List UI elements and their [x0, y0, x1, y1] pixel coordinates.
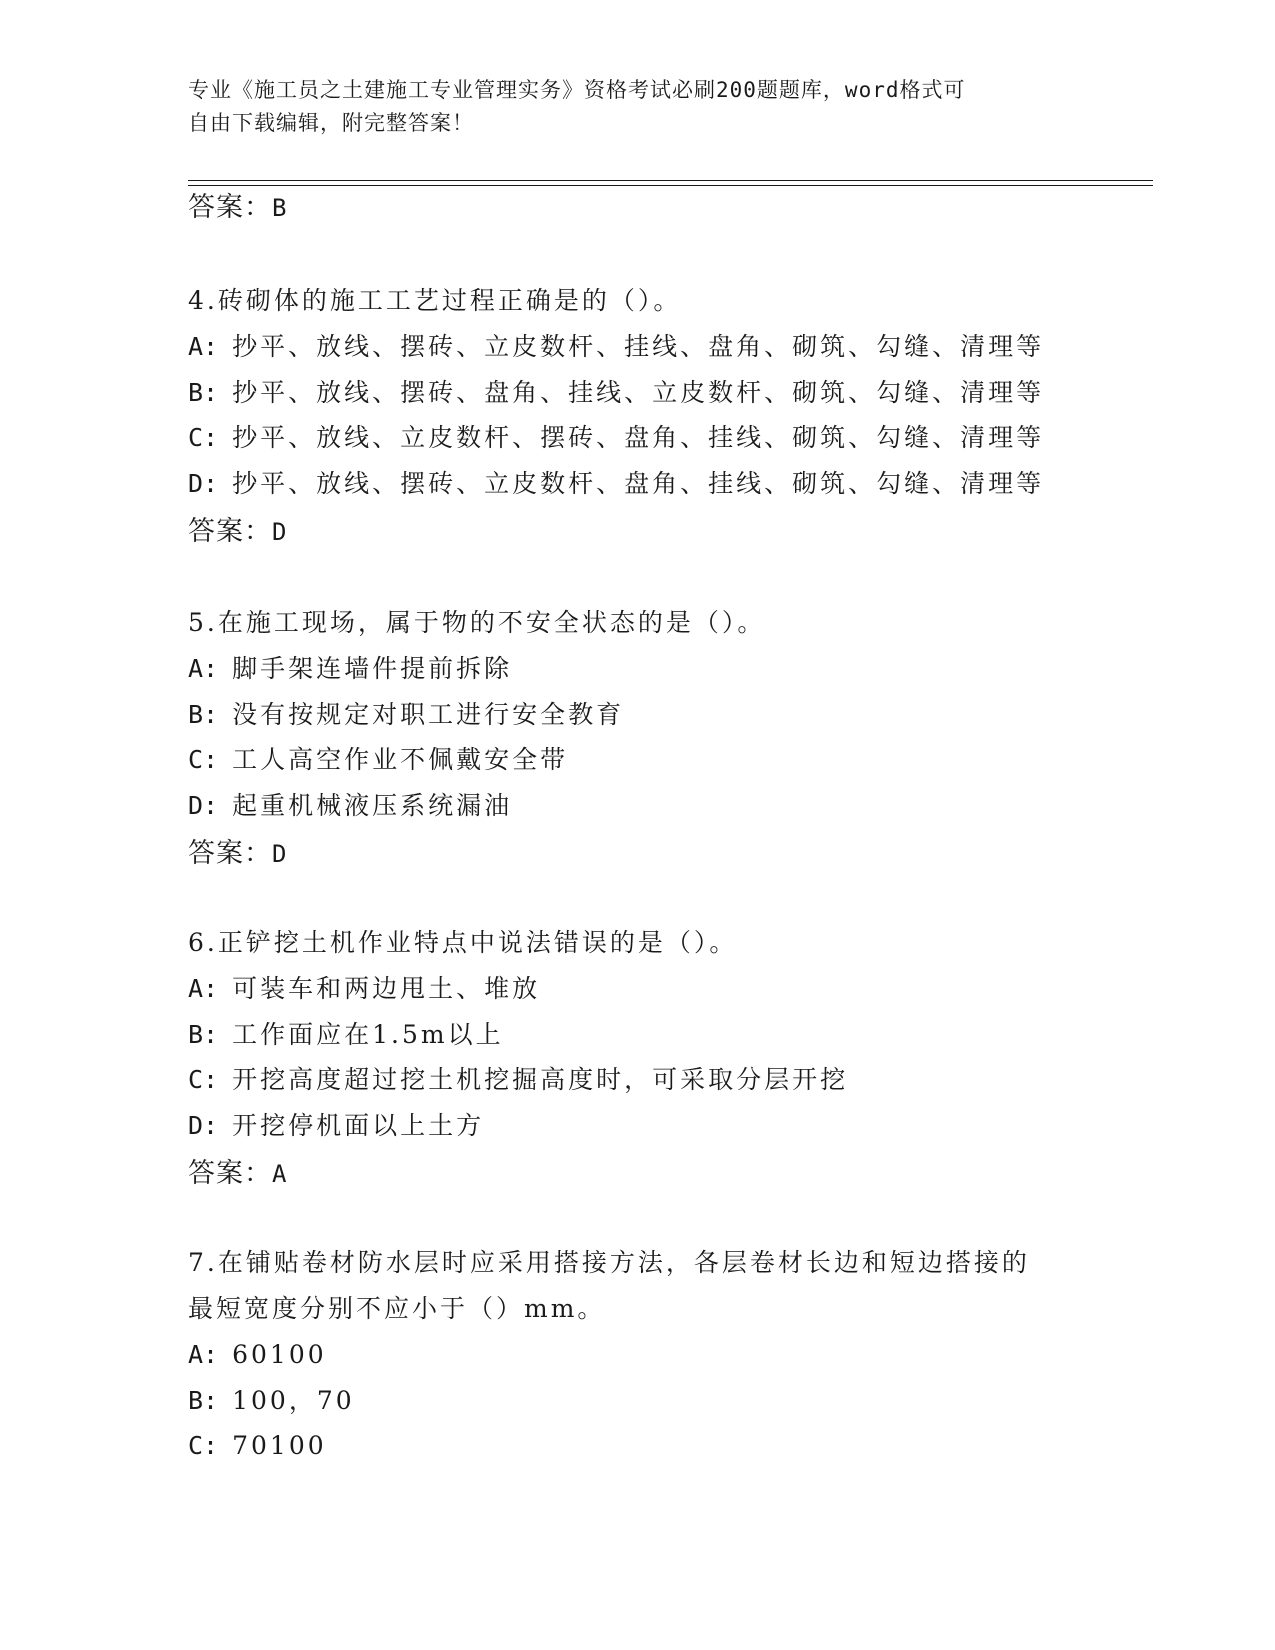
option-key: C: — [188, 745, 219, 774]
header-line-2: 自由下载编辑，附完整答案！ — [188, 111, 474, 135]
option-text: 抄平、放线、立皮数杆、摆砖、盘角、挂线、砌筑、勾缝、清理等 — [232, 423, 1045, 452]
header-line-1: 专业《施工员之土建施工专业管理实务》资格考试必刷200题题库，word格式可 — [188, 78, 966, 102]
document-header — [188, 74, 1068, 140]
answer-q5 — [188, 837, 287, 871]
option-key: A: — [188, 654, 219, 683]
option-text: 70100 — [232, 1431, 327, 1460]
option-text: 起重机械液压系统漏油 — [232, 790, 513, 820]
option-text: 100，70 — [232, 1385, 355, 1415]
option-key: C: — [188, 423, 219, 452]
option-text: 抄平、放线、摆砖、立皮数杆、挂线、盘角、砌筑、勾缝、清理等 — [232, 332, 1045, 361]
option-key: D: — [188, 468, 219, 498]
answer-label: 答案： — [188, 838, 272, 869]
option-c — [188, 737, 1078, 783]
option-d — [188, 1103, 1078, 1149]
question-6 — [188, 920, 1078, 1148]
option-b — [188, 1378, 1078, 1424]
answer-q3 — [188, 191, 287, 225]
option-key: A: — [188, 332, 219, 361]
option-key: B: — [188, 1385, 219, 1415]
option-key: A: — [188, 974, 219, 1003]
answer-label: 答案： — [188, 1158, 272, 1189]
answer-q6 — [188, 1157, 287, 1191]
option-text: 抄平、放线、摆砖、盘角、挂线、立皮数杆、砌筑、勾缝、清理等 — [232, 377, 1045, 407]
option-key: C: — [188, 1431, 219, 1460]
option-d — [188, 461, 1078, 507]
option-c — [188, 415, 1078, 461]
option-key: B: — [188, 1019, 219, 1049]
question-title: 6.正铲挖土机作业特点中说法错误的是（）。 — [188, 928, 738, 957]
answer-label: 答案： — [188, 192, 272, 223]
option-text: 工作面应在1.5m以上 — [232, 1019, 504, 1049]
option-text: 可装车和两边甩土、堆放 — [232, 974, 541, 1003]
answer-value: D — [272, 840, 288, 868]
answer-value: A — [272, 1160, 288, 1188]
option-b — [188, 692, 1078, 738]
option-d — [188, 783, 1078, 829]
option-key: B: — [188, 377, 219, 407]
answer-value: B — [272, 194, 288, 222]
answer-label: 答案： — [188, 516, 272, 547]
question-4 — [188, 278, 1078, 506]
option-a — [188, 966, 1078, 1012]
answer-q4 — [188, 515, 287, 549]
option-text: 开挖高度超过挖土机挖掘高度时，可采取分层开挖 — [232, 1065, 849, 1094]
option-b — [188, 370, 1078, 416]
option-c — [188, 1057, 1078, 1103]
option-c — [188, 1423, 1078, 1469]
option-text: 没有按规定对职工进行安全教育 — [232, 699, 625, 729]
question-title: 5.在施工现场，属于物的不安全状态的是（）。 — [188, 608, 766, 637]
question-7 — [188, 1240, 1078, 1469]
option-key: B: — [188, 699, 219, 729]
option-text: 脚手架连墙件提前拆除 — [232, 654, 513, 683]
option-text: 工人高空作业不佩戴安全带 — [232, 745, 569, 774]
header-divider-bottom — [188, 185, 1153, 186]
option-b — [188, 1012, 1078, 1058]
option-a — [188, 1332, 1078, 1378]
question-5 — [188, 600, 1078, 828]
question-title-line-1: 7.在铺贴卷材防水层时应采用搭接方法，各层卷材长边和短边搭接的 — [188, 1248, 1030, 1277]
option-text: 60100 — [232, 1340, 327, 1369]
option-key: D: — [188, 1110, 219, 1140]
option-text: 开挖停机面以上土方 — [232, 1110, 485, 1140]
option-key: D: — [188, 790, 219, 820]
option-text: 抄平、放线、摆砖、立皮数杆、盘角、挂线、砌筑、勾缝、清理等 — [232, 468, 1045, 498]
question-title-line-2: 最短宽度分别不应小于（）mm。 — [188, 1294, 606, 1323]
question-title: 4.砖砌体的施工工艺过程正确是的（）。 — [188, 286, 682, 315]
option-a — [188, 324, 1078, 370]
option-key: C: — [188, 1065, 219, 1094]
header-divider-top — [188, 180, 1153, 181]
option-key: A: — [188, 1340, 219, 1369]
option-a — [188, 646, 1078, 692]
answer-value: D — [272, 518, 288, 546]
